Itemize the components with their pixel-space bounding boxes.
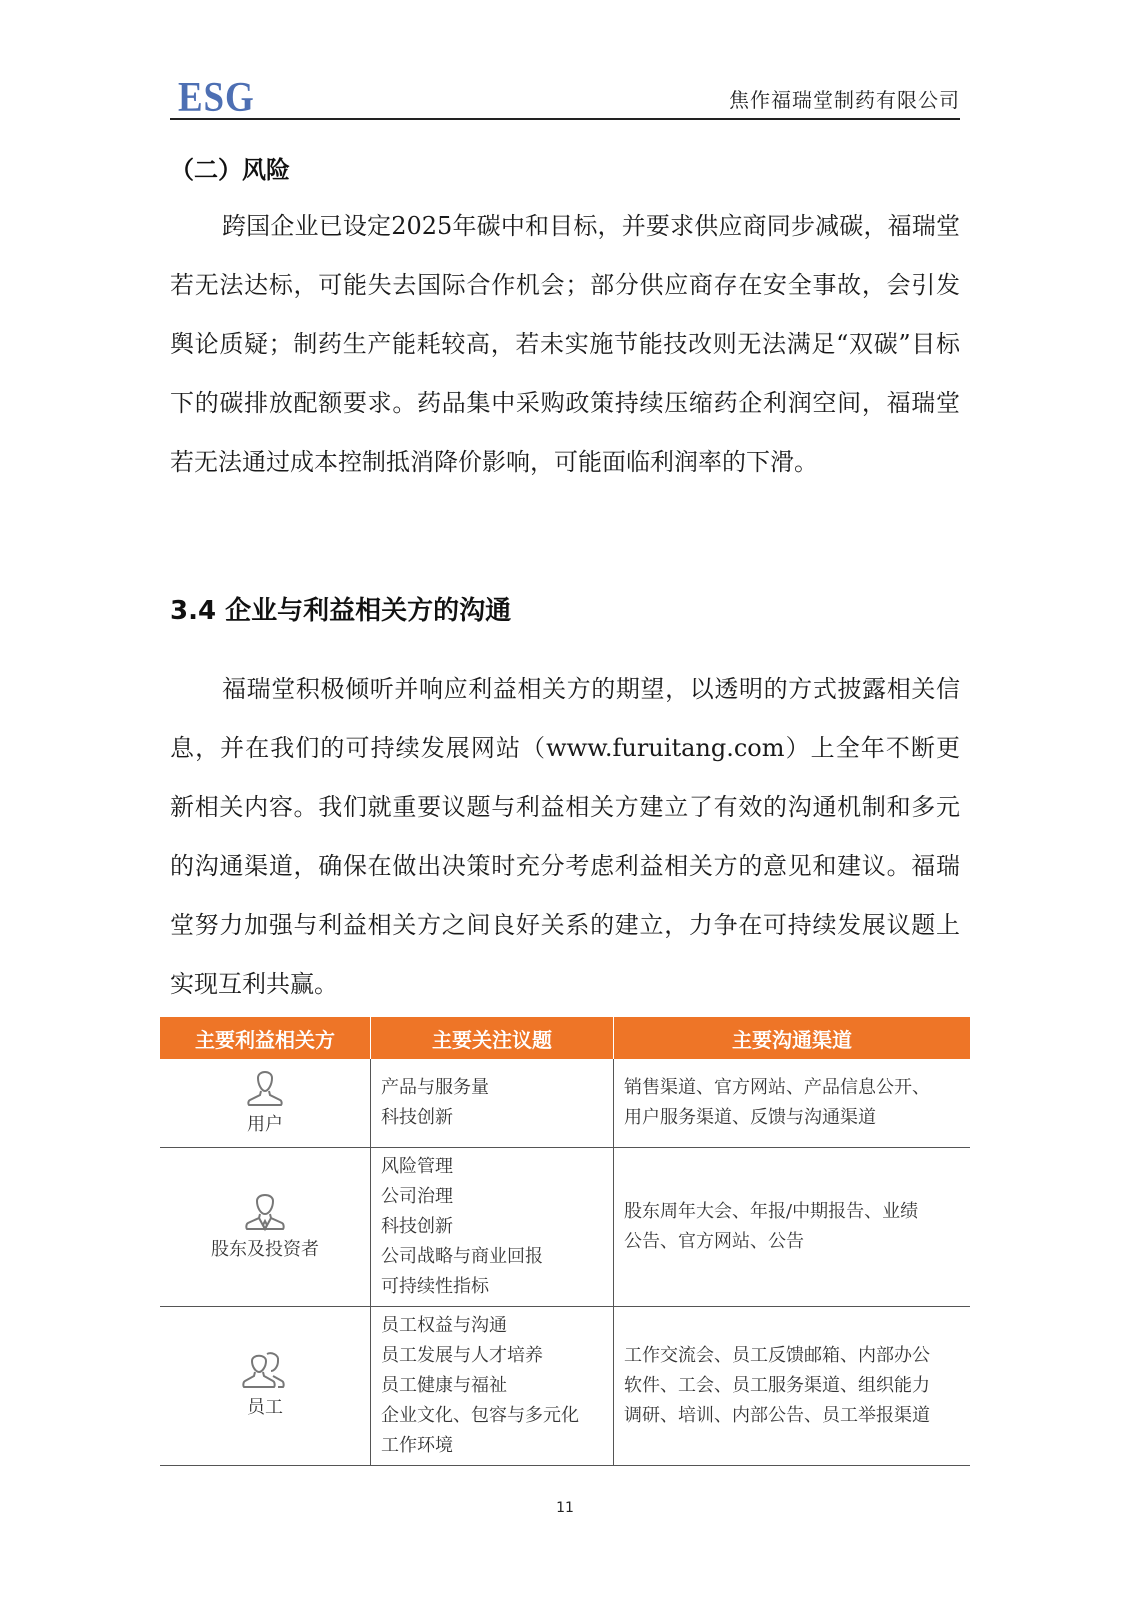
topic-item: 公司治理 xyxy=(381,1185,453,1207)
topic-item: 科技创新 xyxy=(381,1106,453,1128)
header-channels: 主要沟通渠道 xyxy=(614,1017,971,1059)
stakeholder-name: 股东及投资者 xyxy=(211,1238,319,1260)
channel-line: 公告、官方网站、公告 xyxy=(624,1230,804,1252)
topic-item: 公司战略与商业回报 xyxy=(381,1245,543,1267)
stakeholder-cell xyxy=(160,1306,371,1465)
stakeholder-cell xyxy=(160,1147,371,1306)
topic-item: 可持续性指标 xyxy=(381,1275,489,1297)
table-row xyxy=(160,1147,970,1306)
table-row xyxy=(160,1306,970,1465)
channels-cell xyxy=(614,1306,971,1465)
topic-item: 风险管理 xyxy=(381,1155,453,1177)
risk-subheading: （二）风险 xyxy=(170,156,290,184)
esg-logo: ESG xyxy=(178,75,255,121)
channel-line: 用户服务渠道、反馈与沟通渠道 xyxy=(624,1106,876,1128)
topic-item: 工作环境 xyxy=(381,1434,453,1456)
topic-item: 产品与服务量 xyxy=(381,1076,489,1098)
stakeholder-name: 员工 xyxy=(247,1396,283,1418)
channel-line: 软件、工会、员工服务渠道、组织能力 xyxy=(624,1374,930,1396)
channel-line: 调研、培训、内部公告、员工举报渠道 xyxy=(624,1404,930,1426)
topic-item: 企业文化、包容与多元化 xyxy=(381,1404,579,1426)
header-stakeholder: 主要利益相关方 xyxy=(160,1017,371,1059)
page-number: 11 xyxy=(556,1500,574,1516)
topics-cell xyxy=(371,1059,614,1147)
topic-item: 科技创新 xyxy=(381,1215,453,1237)
investor-icon xyxy=(170,1189,360,1233)
topic-item: 员工健康与福祉 xyxy=(381,1374,507,1396)
employees-icon xyxy=(170,1349,360,1391)
company-name: 焦作福瑞堂制药有限公司 xyxy=(729,88,960,112)
stakeholder-name: 用户 xyxy=(247,1113,283,1135)
section-heading: 3.4 企业与利益相关方的沟通 xyxy=(170,596,512,626)
topic-item: 员工发展与人才培养 xyxy=(381,1344,543,1366)
page-header xyxy=(170,76,960,120)
stakeholder-cell xyxy=(160,1059,371,1147)
topic-item: 员工权益与沟通 xyxy=(381,1314,507,1336)
channel-line: 股东周年大会、年报/中期报告、业绩 xyxy=(624,1200,919,1222)
channel-line: 销售渠道、官方网站、产品信息公开、 xyxy=(624,1076,930,1098)
stakeholder-table xyxy=(160,1017,970,1466)
topics-cell xyxy=(371,1306,614,1465)
channels-cell xyxy=(614,1147,971,1306)
user-icon xyxy=(170,1066,360,1108)
table-header-row xyxy=(160,1017,970,1059)
channel-line: 工作交流会、员工反馈邮箱、内部办公 xyxy=(624,1344,930,1366)
header-topics: 主要关注议题 xyxy=(371,1017,614,1059)
risk-paragraph: 跨国企业已设定2025年碳中和目标，并要求供应商同步减碳，福瑞堂若无法达标，可能失去国际合作机会；部分供应商存在安全事故，会引发舆论质疑；制药生产能耗较高，若未实施节能技改则无法满足“双碳”目标下的碳排放配额要求。药品集中采购政策持续压缩药企利润空间，福瑞堂若无法通过成本控制抵消降价影响，可能面临利润率的下滑。 xyxy=(170,212,960,476)
table-row xyxy=(160,1059,970,1147)
topics-cell xyxy=(371,1147,614,1306)
communication-paragraph: 福瑞堂积极倾听并响应利益相关方的期望，以透明的方式披露相关信息，并在我们的可持续发展网站（www.furuitang.com）上全年不断更新相关内容。我们就重要议题与利益相关方建立了有效的沟通机制和多元的沟通渠道，确保在做出决策时充分考虑利益相关方的意见和建议。福瑞堂努力加强与利益相关方之间良好关系的建立，力争在可持续发展议题上实现互利共赢。 xyxy=(170,675,960,998)
channels-cell xyxy=(614,1059,971,1147)
